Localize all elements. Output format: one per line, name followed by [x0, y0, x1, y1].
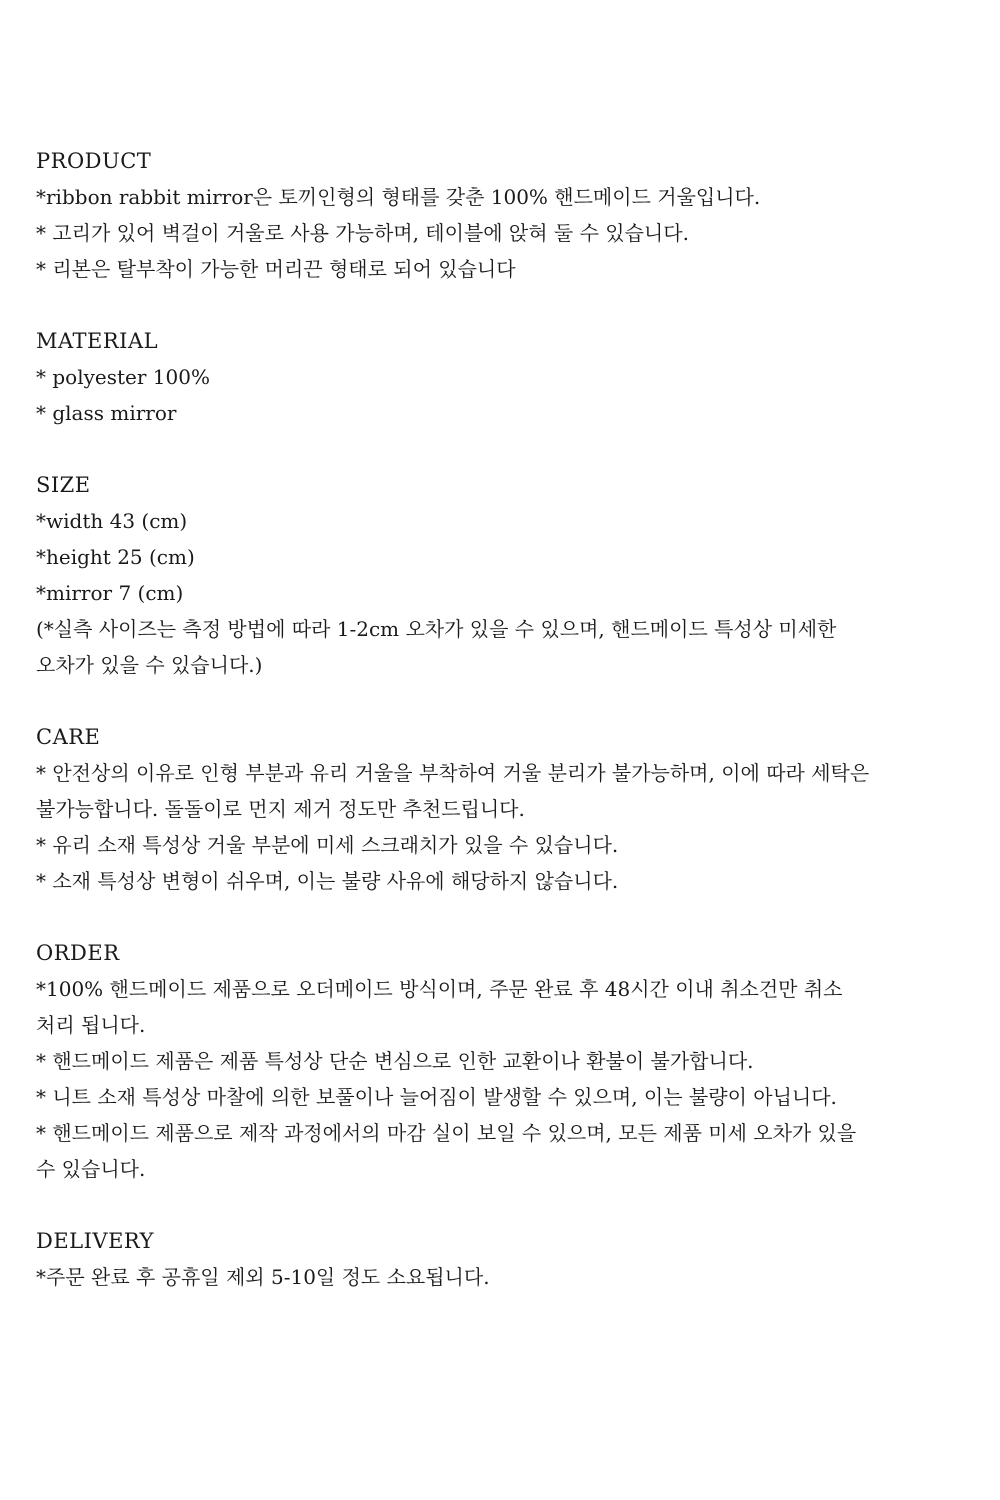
product-line: *ribbon rabbit mirror은 토끼인형의 형태를 갖춘 100% 핸드메이드 거울입니다.: [36, 185, 761, 209]
order-line: * 니트 소재 특성상 마찰에 의한 보풀이나 늘어짐이 발생할 수 있으며, 이는 불량이 아닙니다.: [36, 1085, 837, 1109]
material-section: [36, 323, 976, 431]
care-heading: CARE: [36, 725, 101, 749]
care-line: * 안전상의 이유로 인형 부분과 유리 거울을 부착하여 거울 분리가 불가능하며, 이에 따라 세탁은: [36, 761, 870, 785]
product-heading: PRODUCT: [36, 149, 152, 173]
order-line: 처리 됩니다.: [36, 1013, 146, 1037]
product-line: * 리본은 탈부착이 가능한 머리끈 형태로 되어 있습니다: [36, 257, 516, 281]
material-line: * glass mirror: [36, 401, 177, 425]
order-line: 수 있습니다.: [36, 1157, 146, 1181]
material-line: * polyester 100%: [36, 365, 210, 389]
order-line: *100% 핸드메이드 제품으로 오더메이드 방식이며, 주문 완료 후 48시간 이내 취소건만 취소: [36, 977, 843, 1001]
delivery-section: [36, 1223, 976, 1295]
order-line: * 핸드메이드 제품은 제품 특성상 단순 변심으로 인한 교환이나 환불이 불가합니다.: [36, 1049, 754, 1073]
size-line: 오차가 있을 수 있습니다.): [36, 653, 263, 677]
size-heading: SIZE: [36, 473, 91, 497]
care-line: 불가능합니다. 돌돌이로 먼지 제거 정도만 추천드립니다.: [36, 797, 525, 821]
care-line: * 소재 특성상 변형이 쉬우며, 이는 불량 사유에 해당하지 않습니다.: [36, 869, 619, 893]
delivery-line: *주문 완료 후 공휴일 제외 5-10일 정도 소요됩니다.: [36, 1265, 490, 1289]
order-line: * 핸드메이드 제품으로 제작 과정에서의 마감 실이 보일 수 있으며, 모든 제품 미세 오차가 있을: [36, 1121, 857, 1145]
care-line: * 유리 소재 특성상 거울 부분에 미세 스크래치가 있을 수 있습니다.: [36, 833, 619, 857]
delivery-heading: DELIVERY: [36, 1229, 154, 1253]
product-section: [36, 143, 976, 287]
care-section: [36, 719, 976, 899]
size-section: [36, 467, 976, 683]
size-line: *mirror 7 (cm): [36, 581, 184, 605]
product-info-document: [36, 143, 976, 1331]
size-line: *height 25 (cm): [36, 545, 195, 569]
material-heading: MATERIAL: [36, 329, 159, 353]
size-line: *width 43 (cm): [36, 509, 188, 533]
product-line: * 고리가 있어 벽걸이 거울로 사용 가능하며, 테이블에 앉혀 둘 수 있습니다.: [36, 221, 689, 245]
order-heading: ORDER: [36, 941, 120, 965]
size-line: (*실측 사이즈는 측정 방법에 따라 1-2cm 오차가 있을 수 있으며, 핸드메이드 특성상 미세한: [36, 617, 837, 641]
order-section: [36, 935, 976, 1187]
